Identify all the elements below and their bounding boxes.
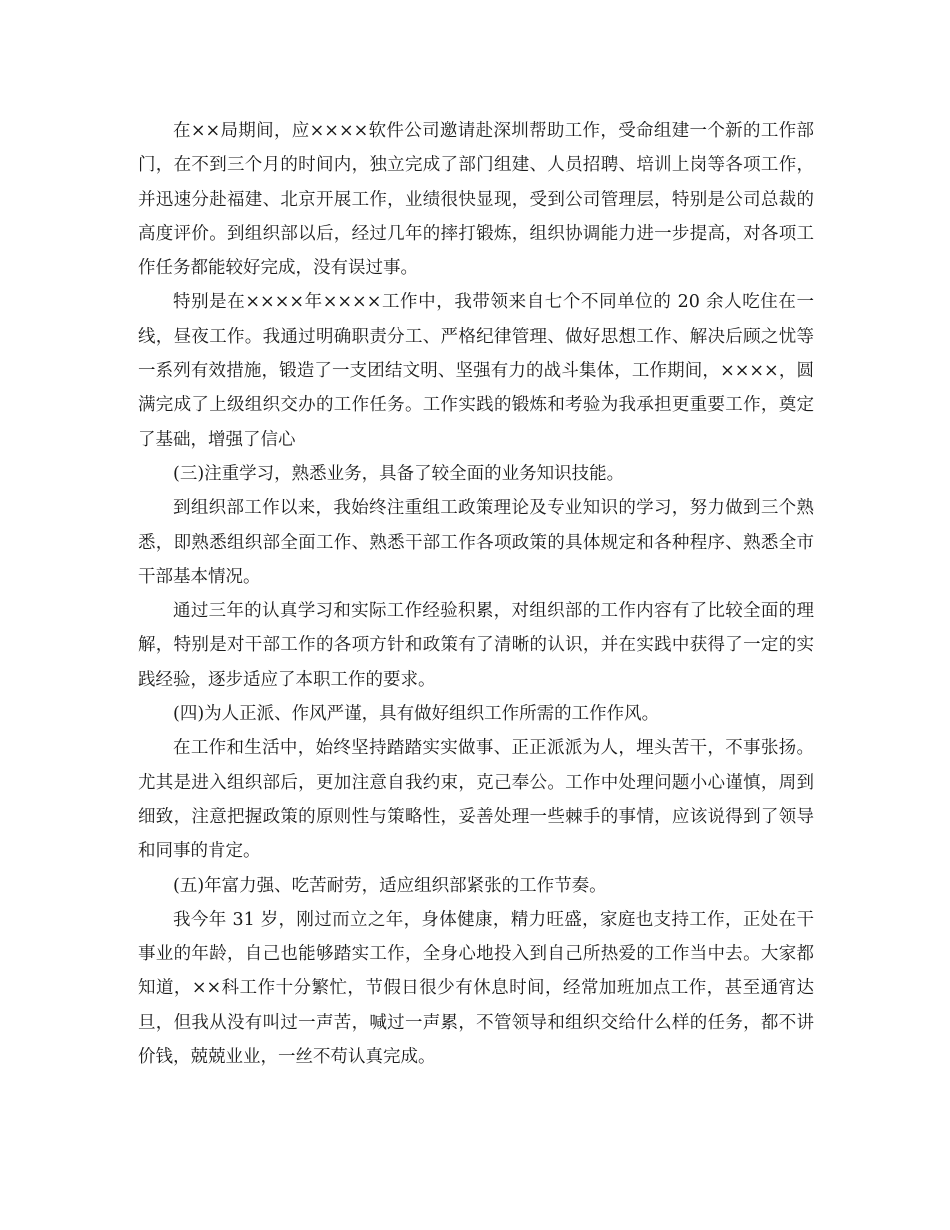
document-body	[138, 114, 814, 1074]
paragraph-dedication: 我今年 31 岁，刚过而立之年，身体健康，精力旺盛，家庭也支持工作，正处在干事业的年龄，自己也能够踏实工作，全身心地投入到自己所热爱的工作当中去。大家都知道，××科工作十分繁忙，节假日很少有休息时间，经常加班加点工作，甚至通宵达旦，但我从没有叫过一声苦，喊过一声累，不管领导和组织交给什么样的任务，都不讲价钱，兢兢业业，一丝不苟认真完成。	[138, 909, 814, 1068]
section-heading-study: (三)注重学习，熟悉业务，具备了较全面的业务知识技能。	[173, 463, 625, 484]
paragraph-work-experience: 在××局期间，应××××软件公司邀请赴深圳帮助工作，受命组建一个新的工作部门，在不到三个月的时间内，独立完成了部门组建、人员招聘、培训上岗等各项工作，并迅速分赴福建、北京开展工作，业绩很快显现，受到公司管理层，特别是公司总裁的高度评价。到组织部以后，经过几年的摔打锻炼，组织协调能力进一步提高，对各项工作任务都能较好完成，没有误过事。	[138, 121, 814, 279]
paragraph-experience-accumulation: 通过三年的认真学习和实际工作经验积累，对组织部的工作内容有了比较全面的理解，特别是对干部工作的各项方针和政策有了清晰的认识，并在实践中获得了一定的实践经验，逐步适应了本职工作的要求。	[138, 601, 814, 690]
section-heading-character: (四)为人正派、作风严谨，具有做好组织工作所需的工作作风。	[173, 704, 660, 725]
paragraph-learning: 到组织部工作以来，我始终注重组工政策理论及专业知识的学习，努力做到三个熟悉，即熟悉组织部全面工作、熟悉干部工作各项政策的具体规定和各种程序、熟悉全市干部基本情况。	[138, 498, 814, 587]
section-heading-energy: (五)年富力强、吃苦耐劳，适应组织部紧张的工作节奏。	[173, 875, 607, 896]
paragraph-work-style: 在工作和生活中，始终坚持踏踏实实做事、正正派派为人，埋头苦干，不事张扬。尤其是进入组织部后，更加注意自我约束，克己奉公。工作中处理问题小心谨慎，周到细致，注意把握政策的原则性与策略性，妥善处理一些棘手的事情，应该说得到了领导和同事的肯定。	[138, 738, 814, 862]
paragraph-team-leadership: 特别是在××××年××××工作中，我带领来自七个不同单位的 20 余人吃住在一线，昼夜工作。我通过明确职责分工、严格纪律管理、做好思想工作、解决后顾之忧等一系列有效措施，锻造了一支团结文明、坚强有力的战斗集体，工作期间，××××，圆满完成了上级组织交办的工作任务。工作实践的锻炼和考验为我承担更重要工作，奠定了基础，增强了信心	[138, 292, 814, 450]
